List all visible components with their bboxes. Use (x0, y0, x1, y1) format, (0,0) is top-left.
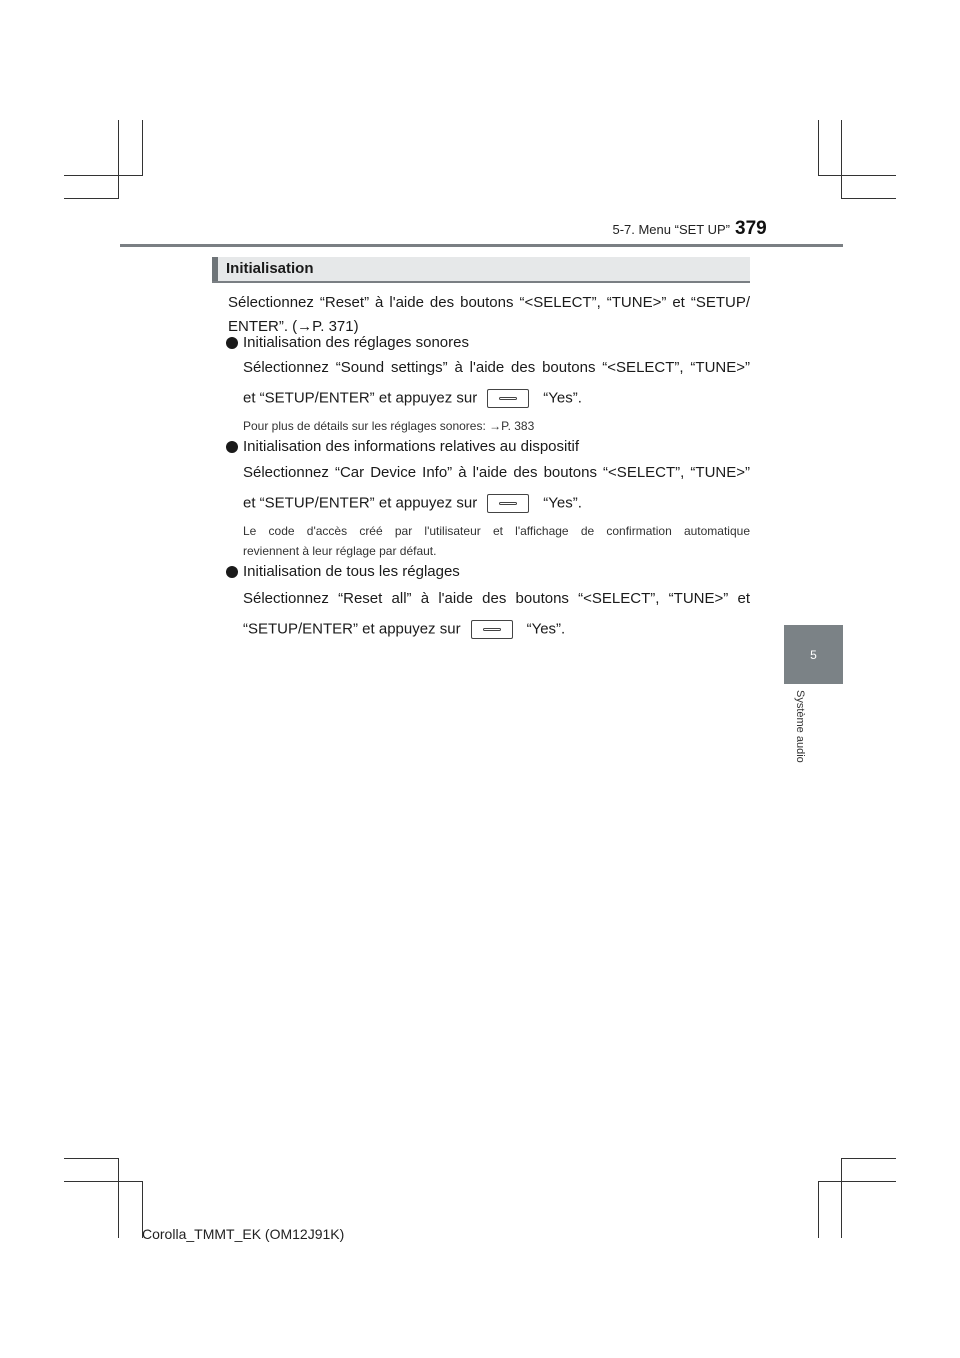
hang-up-button-icon (487, 389, 529, 408)
section-reference: 5-7. Menu “SET UP” (612, 222, 730, 237)
crop-mark (142, 120, 143, 176)
section-heading-bar (212, 257, 750, 283)
item-text: Sélectionnez “Sound settings” à l'aide des boutons “<SELECT”, “TUNE>” (243, 359, 750, 376)
hang-up-button-icon (487, 494, 529, 513)
chapter-number: 5 (810, 647, 817, 662)
chapter-tab (784, 625, 843, 684)
item-text (243, 494, 582, 513)
bullet-icon (226, 441, 238, 453)
item-note: Pour plus de détails sur les réglages sonores: →P. 383 (243, 419, 535, 433)
crop-mark (64, 1158, 119, 1159)
crop-mark (64, 175, 142, 176)
intro-line: ENTER”. (→P. 371) (228, 318, 359, 335)
item-text (243, 389, 582, 408)
crop-mark (64, 1181, 142, 1182)
crop-mark (841, 120, 842, 198)
item-note: Le code d'accès créé par l'utilisateur et l'affichage de confirmation automatique (243, 524, 750, 538)
section-marker (212, 257, 218, 281)
item-heading: Initialisation des informations relatives au dispositif (243, 438, 579, 455)
item-text-before: “SETUP/ENTER” et appuyez sur (243, 620, 461, 638)
section-title: Initialisation (226, 260, 314, 277)
crop-mark (841, 1158, 842, 1238)
item-heading: Initialisation de tous les réglages (243, 563, 460, 580)
item-text (243, 620, 565, 639)
crop-mark (818, 1181, 896, 1182)
crop-mark (118, 1158, 119, 1238)
item-heading: Initialisation des réglages sonores (243, 334, 469, 351)
crop-mark (818, 175, 896, 176)
page-number: 379 (735, 218, 767, 239)
crop-mark (841, 198, 896, 199)
hang-up-button-icon (471, 620, 513, 639)
header-rule (120, 244, 843, 247)
crop-mark (118, 120, 119, 198)
item-text: Sélectionnez “Car Device Info” à l'aide des boutons “<SELECT”, “TUNE>” (243, 464, 750, 481)
bullet-icon (226, 566, 238, 578)
item-text-after: “Yes”. (526, 620, 566, 638)
item-text-after: “Yes”. (543, 494, 582, 512)
crop-mark (64, 198, 119, 199)
item-note: reviennent à leur réglage par défaut. (243, 544, 437, 558)
crop-mark (841, 1158, 896, 1159)
intro-line: Sélectionnez “Reset” à l'aide des boutons “<SELECT”, “TUNE>” et “SETUP/ (228, 294, 750, 311)
footer-model-code: Corolla_TMMT_EK (OM12J91K) (142, 1226, 345, 1242)
item-text-after: “Yes”. (543, 389, 582, 407)
item-text-before: et “SETUP/ENTER” et appuyez sur (243, 389, 478, 407)
bullet-icon (226, 337, 238, 349)
crop-mark (818, 1181, 819, 1238)
crop-mark (818, 120, 819, 176)
item-text-before: et “SETUP/ENTER” et appuyez sur (243, 494, 478, 512)
chapter-label: Système audio (794, 690, 806, 763)
item-text: Sélectionnez “Reset all” à l'aide des boutons “<SELECT”, “TUNE>” et (243, 590, 750, 607)
